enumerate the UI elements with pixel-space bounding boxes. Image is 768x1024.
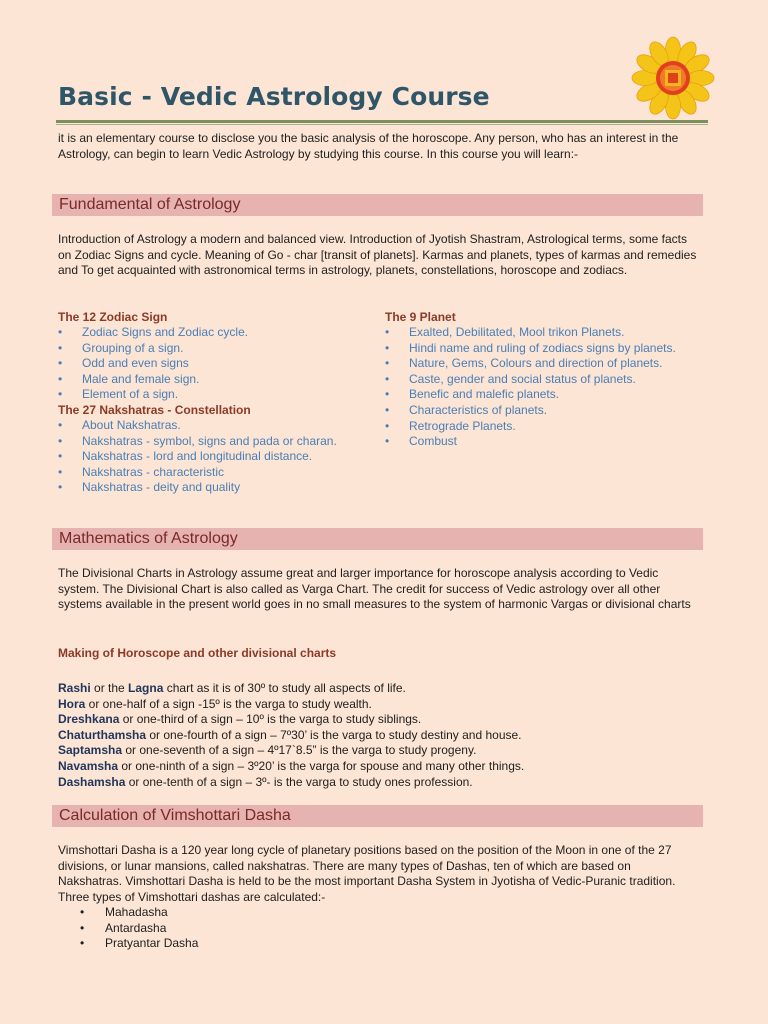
list-item: • Nakshatras - deity and quality: [58, 480, 337, 496]
list-item: • Pratyantar Dasha: [58, 936, 198, 952]
zodiac-subheading: The 12 Zodiac Sign: [58, 310, 168, 324]
list-item: • Exalted, Debilitated, Mool trikon Planets.: [385, 325, 676, 341]
varga-text: chart as it is of 30º to study all aspects of life.: [163, 681, 406, 695]
nakshatra-subheading: The 27 Nakshatras - Constellation: [58, 403, 251, 417]
dasha-list: [58, 905, 198, 952]
varga-line: [58, 681, 406, 697]
varga-line: [58, 728, 522, 744]
list-item: • Nakshatras - lord and longitudinal distance.: [58, 449, 337, 465]
varga-name: Navamsha: [58, 759, 119, 773]
varga-name: Dashamsha: [58, 774, 126, 789]
list-item: • Antardasha: [58, 921, 198, 937]
list-item: • Characteristics of planets.: [385, 403, 676, 419]
section-heading: Calculation of Vimshottari Dasha: [59, 807, 291, 824]
list-item: • Hindi name and ruling of zodiacs signs by planets.: [385, 341, 676, 357]
course-intro: it is an elementary course to disclose you the basic analysis of the horoscope. Any person, who has an interest in the Astrology, can begin to learn Vedic Astrology by studying this course. In this course you will learn:-: [58, 131, 679, 161]
list-item: • Combust: [385, 434, 676, 450]
sun-logo-icon: [628, 36, 718, 120]
list-item: • Zodiac Signs and Zodiac cycle.: [58, 325, 248, 341]
section-fundamental: [52, 194, 703, 216]
varga-text: or the: [90, 681, 129, 695]
varga-line: [58, 712, 421, 728]
mathematics-intro: The Divisional Charts in Astrology assume great and larger importance for horoscope analysis according to Vedic system. The Divisional Chart is also called as Varga Chart. The credit for success of Vedic astrology over all other systems available in the present world goes in no small measures to the system of harmonic Vargas or divisional charts: [58, 566, 691, 612]
varga-name: Lagna: [128, 681, 164, 695]
title-underline-thin: [56, 124, 708, 125]
page-title: Basic - Vedic Astrology Course: [58, 82, 490, 111]
title-underline: [56, 120, 708, 123]
horoscope-subheading: Making of Horoscope and other divisional charts: [58, 646, 337, 660]
list-item: • Element of a sign.: [58, 387, 248, 403]
list-item: • Nature, Gems, Colours and direction of planets.: [385, 356, 676, 372]
list-item: • Nakshatras - symbol, signs and pada or charan.: [58, 434, 337, 450]
varga-text: or one-fourth of a sign – 7º30’ is the varga to study destiny and house.: [146, 727, 522, 742]
section-heading: Mathematics of Astrology: [59, 530, 238, 547]
varga-name: Dreshkana: [58, 712, 120, 727]
list-item: • Nakshatras - characteristic: [58, 465, 337, 481]
varga-line: [58, 775, 473, 791]
varga-text: or one-half of a sign -15º is the varga to study wealth.: [85, 696, 372, 711]
list-item: • Odd and even signs: [58, 356, 248, 372]
varga-name: Rashi: [58, 681, 91, 695]
varga-name: Hora: [58, 696, 86, 711]
planet-subheading: The 9 Planet: [385, 310, 456, 324]
list-item: • Benefic and malefic planets.: [385, 387, 676, 403]
varga-text: or one-third of a sign – 10º is the varga to study siblings.: [119, 712, 422, 727]
varga-name: Saptamsha: [58, 743, 123, 758]
planet-list: [385, 325, 676, 450]
list-item: • Caste, gender and social status of planets.: [385, 372, 676, 388]
varga-text: or one-seventh of a sign – 4º17`8.5” is the varga to study progeny.: [122, 743, 477, 758]
list-item: • Mahadasha: [58, 905, 198, 921]
section-heading: Fundamental of Astrology: [59, 196, 241, 213]
dasha-intro: Vimshottari Dasha is a 120 year long cycle of planetary positions based on the position of the Moon in one of the 27 divisions, or lunar mansions, called nakshatras. There are many types of Dashas, ten of which are based on Nakshatras. Vimshottari Dasha is held to be the most important Dasha System in Jyotisha of Vedic-Puranic tradition. Three types of Vimshottari dashas are calculated:-: [58, 843, 676, 904]
varga-line: [58, 759, 524, 775]
section-dasha: [52, 805, 703, 827]
zodiac-list: [58, 325, 248, 403]
list-item: • About Nakshatras.: [58, 418, 337, 434]
section-mathematics: [52, 528, 703, 550]
list-item: • Retrograde Planets.: [385, 419, 676, 435]
varga-text: or one-ninth of a sign – 3º20’ is the varga for spouse and many other things.: [118, 759, 525, 773]
varga-line: [58, 697, 372, 713]
list-item: • Grouping of a sign.: [58, 341, 248, 357]
nakshatra-list: [58, 418, 337, 496]
varga-line: [58, 743, 476, 759]
varga-text: or one-tenth of a sign – 3º- is the varga to study ones profession.: [125, 774, 473, 789]
list-item: • Male and female sign.: [58, 372, 248, 388]
fundamental-intro: Introduction of Astrology a modern and balanced view. Introduction of Jyotish Shastram, Astrological terms, some facts on Zodiac Signs and cycle. Meaning of Go - char [transit of planets]. Karmas and planets, types of karmas and remedies and To get acquainted with astronomical terms in astrology, planets, constellations, horoscope and zodiacs.: [58, 232, 697, 278]
varga-name: Chaturthamsha: [58, 727, 147, 742]
